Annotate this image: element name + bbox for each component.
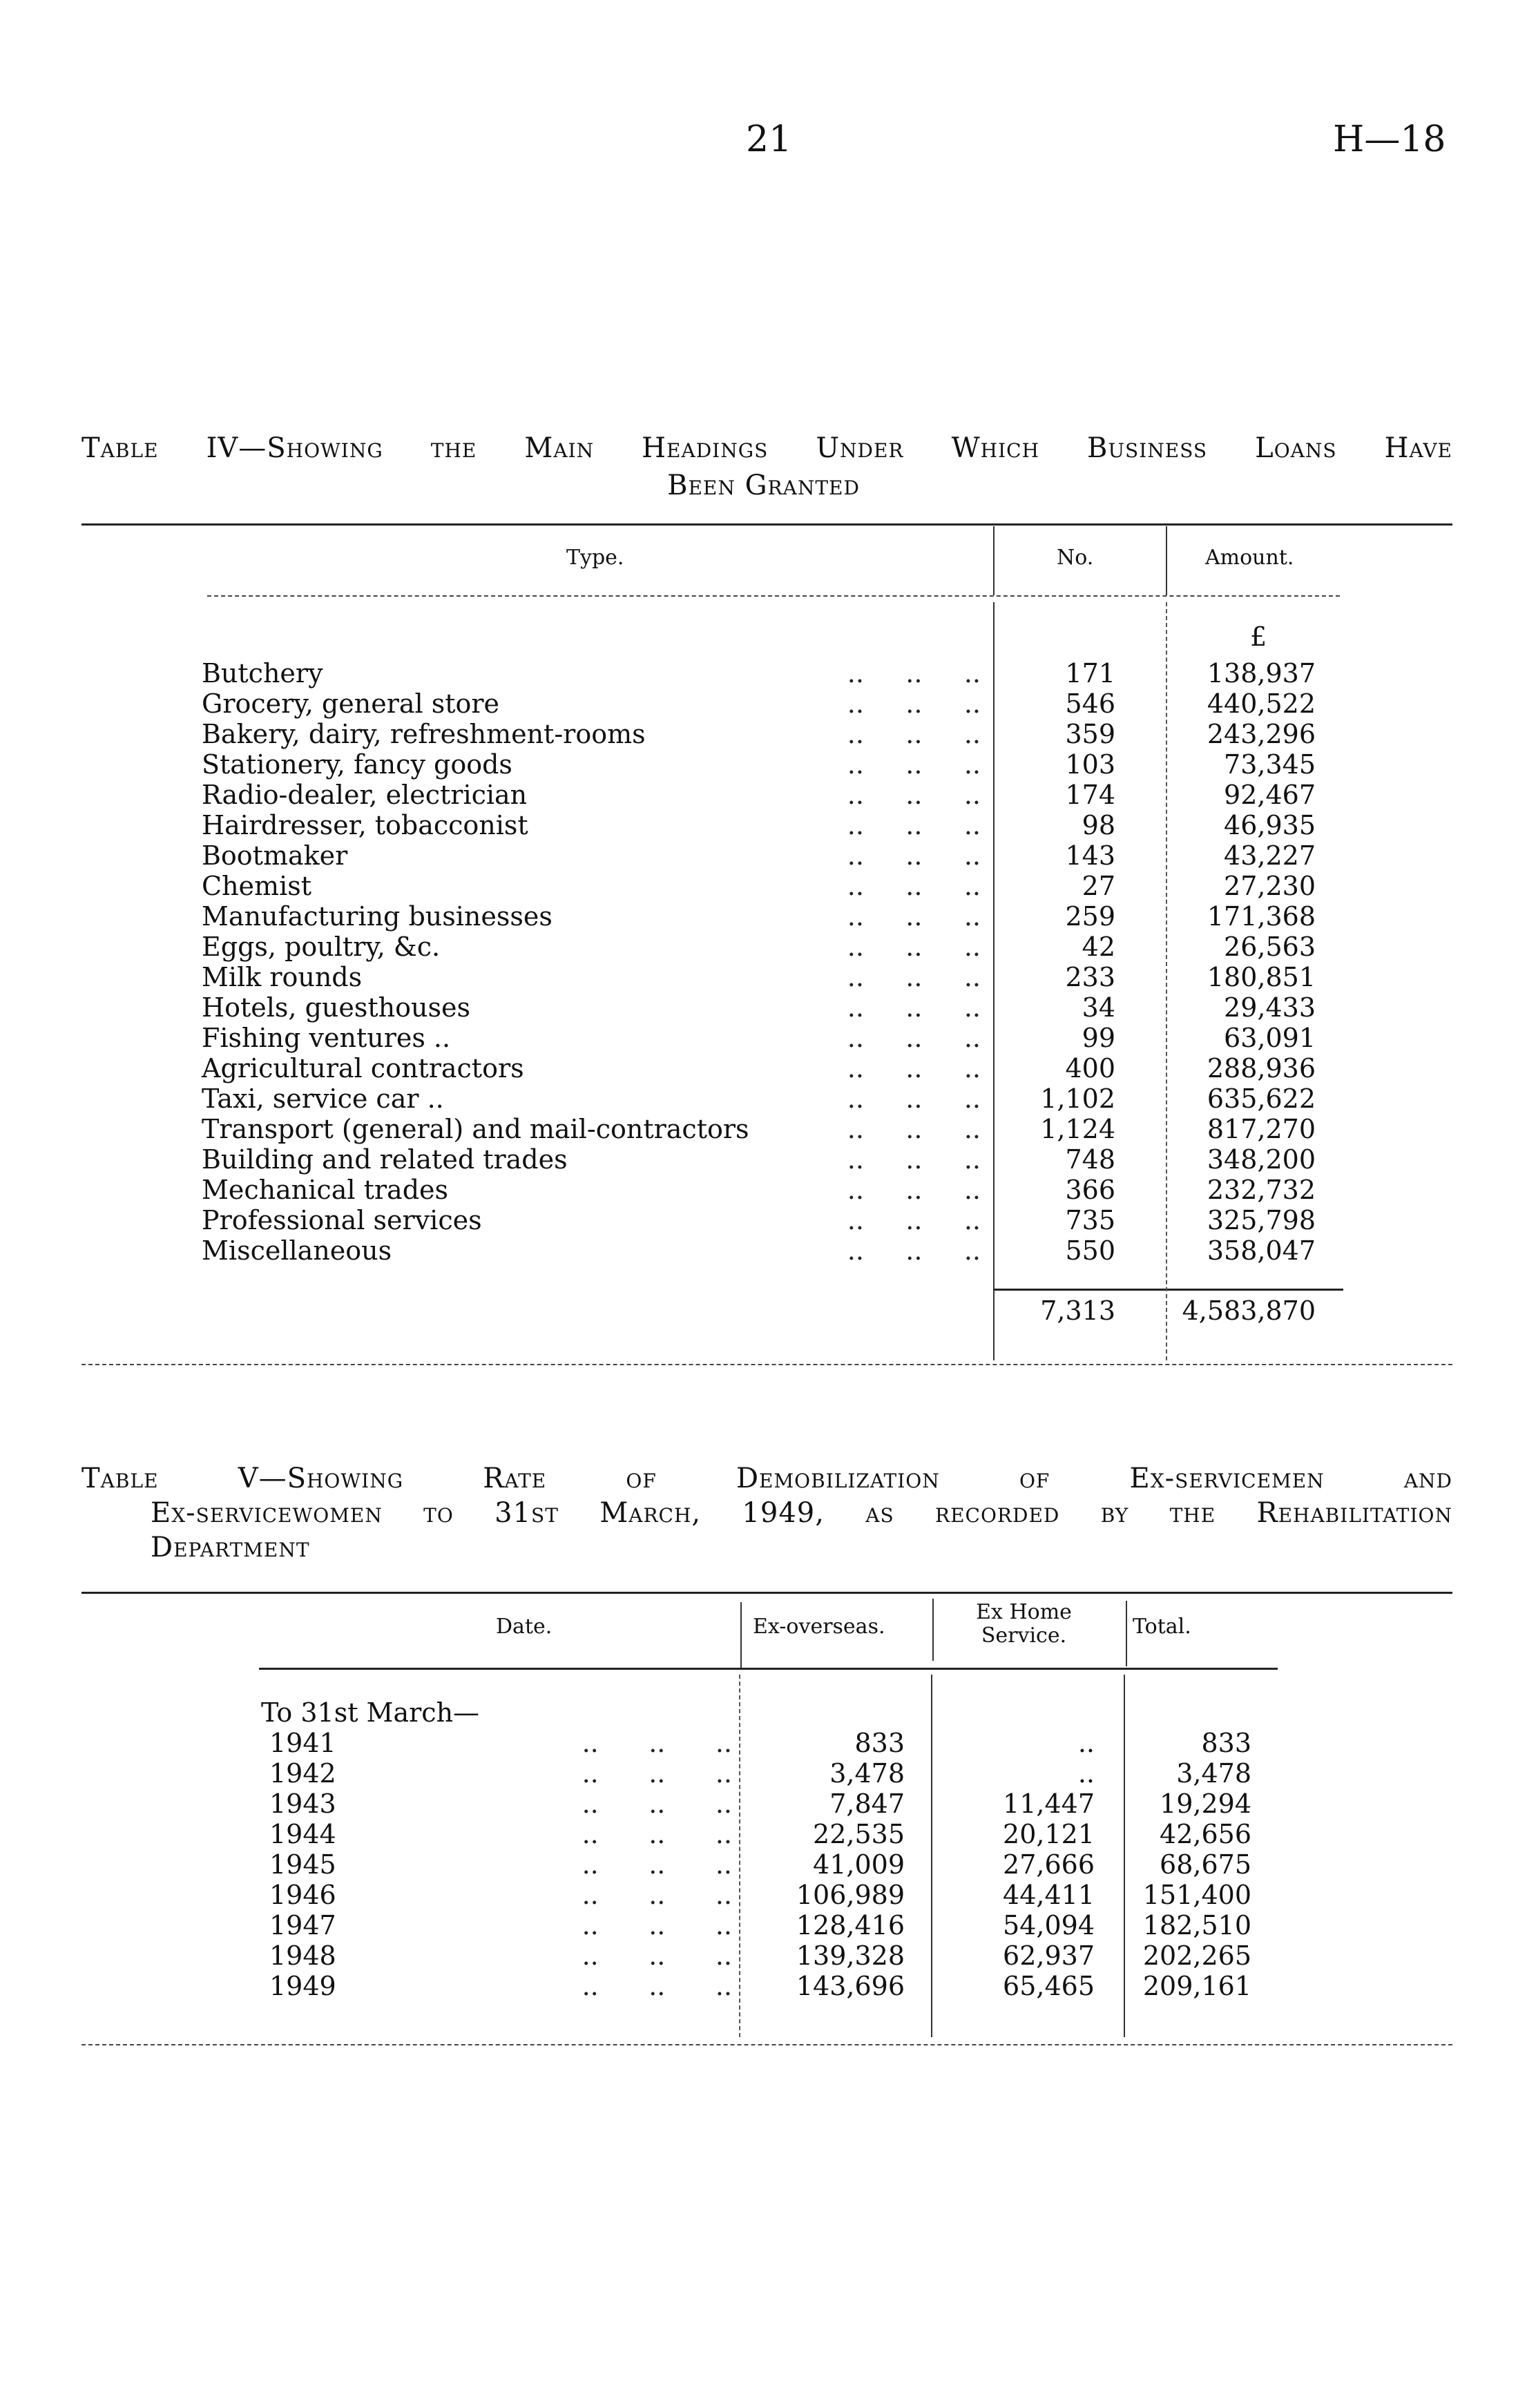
loan-count: 143 (1065, 840, 1115, 871)
dot-leader: .. .. .. (847, 810, 981, 840)
loan-type: Transport (general) and mail-contractors (202, 1114, 749, 1144)
dot-leader: .. .. .. (847, 749, 981, 780)
dot-leader: .. .. .. (582, 1789, 732, 1819)
dot-leader: .. .. .. (582, 1819, 732, 1849)
loan-type: Taxi, service car .. (202, 1083, 444, 1114)
document-reference: H—18 (1333, 119, 1446, 160)
loan-count: 1,124 (1040, 1114, 1115, 1144)
table-iv-header-no: No. (1057, 546, 1094, 570)
table-v-title-line1: Table V—Showing Rate of Demobilization of Ex-servicemen and (81, 1463, 1452, 1494)
loan-amount: 288,936 (1207, 1053, 1316, 1083)
ex-home-value: .. (1077, 1758, 1095, 1789)
dot-leader: .. .. .. (582, 1940, 732, 1971)
table-iv-header-amount: Amount. (1205, 546, 1294, 570)
loan-type: Eggs, poultry, &c. (202, 932, 441, 962)
loan-count: 99 (1082, 1023, 1115, 1053)
ex-home-value: 11,447 (1003, 1789, 1095, 1819)
table-v-header-rule (259, 1668, 1278, 1670)
loan-count: 34 (1082, 992, 1115, 1023)
dot-leader: .. .. .. (847, 932, 981, 962)
loan-amount: 635,622 (1207, 1083, 1316, 1114)
loan-count: 546 (1065, 688, 1115, 719)
table-v-title-line2: Ex-servicewomen to 31st March, 1949, as recorded by the Rehabilitation (151, 1497, 1452, 1529)
year: 1947 (269, 1910, 336, 1940)
loan-amount: 138,937 (1207, 658, 1316, 688)
loan-count: 1,102 (1040, 1083, 1115, 1114)
table-v-col-divider-3 (1124, 1675, 1125, 2037)
dot-leader: .. .. .. (582, 1849, 732, 1880)
ex-home-value: 44,411 (1003, 1880, 1095, 1910)
loan-type: Bakery, dairy, refreshment-rooms (202, 719, 646, 749)
loan-amount: 29,433 (1224, 992, 1316, 1023)
loan-amount: 171,368 (1207, 901, 1316, 932)
loan-type: Stationery, fancy goods (202, 749, 512, 780)
total-value: 3,478 (1176, 1758, 1251, 1789)
total-value: 833 (1201, 1728, 1251, 1758)
dot-leader: .. .. .. (847, 688, 981, 719)
table-v-header-total: Total. (1133, 1615, 1191, 1639)
ex-home-value: 27,666 (1003, 1849, 1095, 1880)
dot-leader: .. .. .. (847, 1114, 981, 1144)
loan-count: 171 (1065, 658, 1115, 688)
loan-count: 359 (1065, 719, 1115, 749)
total-value: 19,294 (1160, 1789, 1251, 1819)
dot-leader: .. .. .. (847, 901, 981, 932)
loan-amount: 440,522 (1207, 688, 1316, 719)
ex-home-value: 65,465 (1003, 1971, 1095, 2001)
loan-amount: 26,563 (1224, 932, 1316, 962)
ex-overseas-value: 139,328 (796, 1940, 905, 1971)
loan-count: 98 (1082, 810, 1115, 840)
table-iv-total-no: 7,313 (1040, 1295, 1115, 1326)
ex-home-value: 54,094 (1003, 1910, 1095, 1940)
ex-overseas-value: 41,009 (813, 1849, 905, 1880)
dot-leader: .. .. .. (847, 1235, 981, 1266)
ex-home-value: 20,121 (1003, 1819, 1095, 1849)
loan-amount: 180,851 (1207, 962, 1316, 992)
loan-count: 400 (1065, 1053, 1115, 1083)
table-iv-title-line1: Table IV—Showing the Main Headings Under Which Business Loans Have (81, 432, 1452, 464)
table-iv-total-amount: 4,583,870 (1182, 1295, 1316, 1326)
ex-home-value: .. (1077, 1728, 1095, 1758)
table-iv-top-rule (81, 523, 1452, 526)
dot-leader: .. .. .. (847, 1205, 981, 1235)
loan-type: Chemist (202, 871, 311, 901)
loan-amount: 243,296 (1207, 719, 1316, 749)
table-v-header-ex-home-line1: Ex Home (976, 1600, 1072, 1624)
year: 1943 (269, 1789, 336, 1819)
year: 1946 (269, 1880, 336, 1910)
dot-leader: .. .. .. (847, 992, 981, 1023)
table-v-bottom-rule (81, 2044, 1452, 2045)
table-iv-title-line2: Been Granted (667, 470, 860, 501)
table-v-col-divider-1 (739, 1675, 740, 2037)
table-iv-total-rule-amount (1167, 1289, 1343, 1291)
loan-type: Grocery, general store (202, 688, 500, 719)
loan-type: Radio-dealer, electrician (202, 780, 528, 810)
loan-count: 233 (1065, 962, 1115, 992)
ex-overseas-value: 128,416 (796, 1910, 905, 1940)
loan-amount: 358,047 (1207, 1235, 1316, 1266)
loan-amount: 43,227 (1224, 840, 1316, 871)
loan-type: Professional services (202, 1205, 482, 1235)
ex-home-value: 62,937 (1003, 1940, 1095, 1971)
loan-type: Bootmaker (202, 840, 348, 871)
table-v-col-divider-header-1 (740, 1602, 742, 1668)
dot-leader: .. .. .. (582, 1971, 732, 2001)
loan-type: Building and related trades (202, 1144, 568, 1175)
table-v-col-divider-header-3 (1126, 1601, 1127, 1666)
loan-type: Butchery (202, 658, 323, 688)
loan-count: 366 (1065, 1175, 1115, 1205)
loan-type: Manufacturing businesses (202, 901, 553, 932)
loan-amount: 73,345 (1224, 749, 1316, 780)
loan-amount: 46,935 (1224, 810, 1316, 840)
dot-leader: .. .. .. (847, 1053, 981, 1083)
table-iv-bottom-rule (81, 1364, 1452, 1365)
dot-leader: .. .. .. (582, 1728, 732, 1758)
loan-count: 259 (1065, 901, 1115, 932)
ex-overseas-value: 833 (854, 1728, 905, 1758)
dot-leader: .. .. .. (847, 871, 981, 901)
loan-amount: 232,732 (1207, 1175, 1316, 1205)
table-v-col-divider-header-2 (932, 1599, 934, 1661)
loan-count: 27 (1082, 871, 1115, 901)
dot-leader: .. .. .. (847, 962, 981, 992)
year: 1942 (269, 1758, 336, 1789)
total-value: 42,656 (1160, 1819, 1251, 1849)
table-v-header-ex-home (929, 1601, 1119, 1648)
table-v-header-date: Date. (496, 1615, 553, 1639)
year: 1949 (269, 1971, 336, 2001)
total-value: 209,161 (1142, 1971, 1251, 2001)
table-iv-col-divider-header-1 (993, 526, 995, 595)
currency-symbol: £ (1250, 622, 1267, 652)
dot-leader: .. .. .. (582, 1910, 732, 1940)
loan-count: 103 (1065, 749, 1115, 780)
loan-count: 174 (1065, 780, 1115, 810)
loan-type: Miscellaneous (202, 1235, 392, 1266)
dot-leader: .. .. .. (847, 719, 981, 749)
loan-type: Fishing ventures .. (202, 1023, 451, 1053)
dot-leader: .. .. .. (582, 1758, 732, 1789)
year: 1944 (269, 1819, 336, 1849)
dot-leader: .. .. .. (847, 1083, 981, 1114)
loan-amount: 27,230 (1224, 871, 1316, 901)
table-iv-col-divider-header-2 (1166, 526, 1167, 595)
table-iv-total-rule-no (993, 1289, 1166, 1291)
ex-overseas-value: 22,535 (813, 1819, 905, 1849)
loan-type: Milk rounds (202, 962, 363, 992)
table-v-col-divider-2 (931, 1675, 932, 2037)
ex-overseas-value: 3,478 (829, 1758, 905, 1789)
table-v-header-ex-home-line2: Service. (981, 1624, 1067, 1648)
table-v-top-rule (81, 1592, 1452, 1594)
total-value: 151,400 (1142, 1880, 1251, 1910)
page-number: 21 (746, 119, 792, 160)
loan-type: Hotels, guesthouses (202, 992, 470, 1023)
table-v-header-ex-overseas: Ex-overseas. (753, 1615, 885, 1639)
loan-amount: 348,200 (1207, 1144, 1316, 1175)
dot-leader: .. .. .. (582, 1880, 732, 1910)
total-value: 202,265 (1142, 1940, 1251, 1971)
table-iv-header-type: Type. (566, 546, 624, 570)
year: 1945 (269, 1849, 336, 1880)
loan-type: Hairdresser, tobacconist (202, 810, 528, 840)
table-v-title-line3: Department (151, 1532, 310, 1563)
dot-leader: .. .. .. (847, 658, 981, 688)
table-iv-header-rule (207, 595, 1340, 597)
loan-amount: 63,091 (1224, 1023, 1316, 1053)
loan-count: 748 (1065, 1144, 1115, 1175)
dot-leader: .. .. .. (847, 1023, 981, 1053)
ex-overseas-value: 106,989 (796, 1880, 905, 1910)
loan-count: 735 (1065, 1205, 1115, 1235)
loan-type: Agricultural contractors (202, 1053, 524, 1083)
dot-leader: .. .. .. (847, 1175, 981, 1205)
loan-count: 550 (1065, 1235, 1115, 1266)
loan-type: Mechanical trades (202, 1175, 449, 1205)
loan-count: 42 (1082, 932, 1115, 962)
ex-overseas-value: 7,847 (829, 1789, 905, 1819)
dot-leader: .. .. .. (847, 1144, 981, 1175)
year: 1941 (269, 1728, 336, 1758)
ex-overseas-value: 143,696 (796, 1971, 905, 2001)
dot-leader: .. .. .. (847, 780, 981, 810)
total-value: 182,510 (1142, 1910, 1251, 1940)
loan-amount: 817,270 (1207, 1114, 1316, 1144)
loan-amount: 325,798 (1207, 1205, 1316, 1235)
loan-amount: 92,467 (1224, 780, 1316, 810)
table-v-group-label: To 31st March— (261, 1697, 480, 1728)
dot-leader: .. .. .. (847, 840, 981, 871)
total-value: 68,675 (1160, 1849, 1251, 1880)
year: 1948 (269, 1940, 336, 1971)
